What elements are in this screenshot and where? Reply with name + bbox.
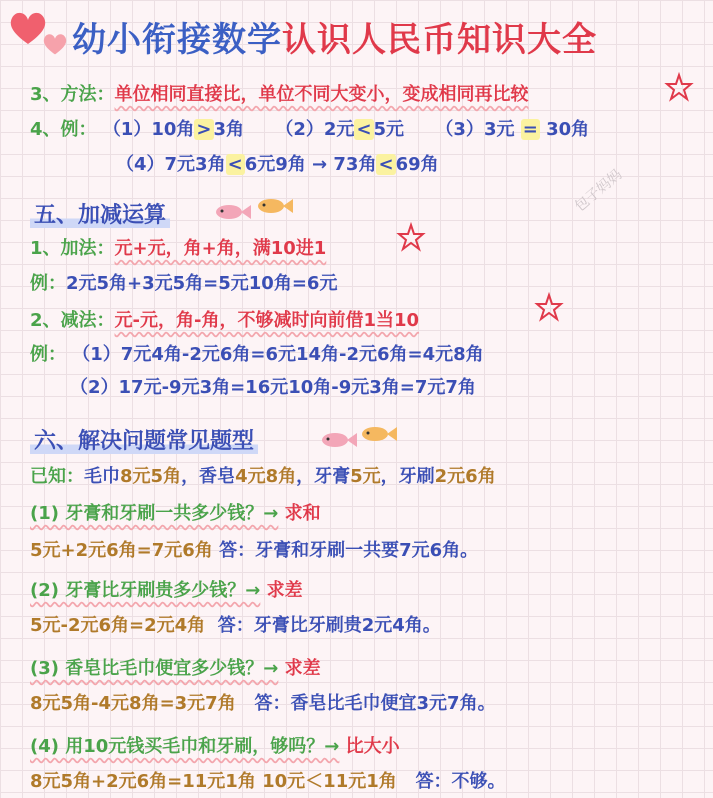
add-example: 2元5角+3元5角=5元10角=6元 — [66, 273, 338, 294]
page-title — [72, 12, 597, 61]
ex4-op2: < — [378, 154, 394, 175]
ex4-op: < — [227, 154, 243, 175]
title-part2: 认识人民币知识大全 — [282, 20, 597, 60]
add-label: 1、加法： — [30, 238, 115, 259]
answer-1 — [30, 536, 478, 562]
fish-icon — [360, 424, 398, 444]
known-part: 8元5角 — [120, 466, 182, 487]
answer-compare: 10元＜11元1角 — [262, 771, 397, 792]
ex3-num: （3） — [435, 119, 484, 140]
ex4-c: 73角 — [333, 154, 377, 175]
example-line-1 — [30, 115, 589, 141]
star-icon — [664, 72, 694, 102]
sub-ex1: （1）7元4角-2元6角=6元14角-2元6角=4元8角 — [72, 344, 484, 365]
section6-heading: 六、解决问题常见题型 — [30, 429, 258, 454]
example-line-2 — [116, 150, 439, 176]
question-4 — [30, 732, 400, 758]
ex4-num: （4） — [116, 154, 165, 175]
ex4-arrow: → — [312, 154, 328, 175]
question-tag: 求和 — [284, 503, 321, 524]
answer-calc: 8元5角+2元6角=11元1角 — [30, 771, 256, 792]
answer-4 — [30, 767, 506, 793]
ex1-op: > — [196, 119, 212, 140]
ex4-d: 69角 — [395, 154, 439, 175]
ex2-a: 2元 — [323, 119, 355, 140]
question-1 — [30, 499, 321, 525]
ex1-a: 10角 — [151, 119, 195, 140]
ex2-b: 5元 — [373, 119, 405, 140]
sub-example-line-1 — [30, 340, 484, 366]
method-label: 3、方法： — [30, 84, 115, 105]
sub-example-line-2 — [70, 373, 476, 399]
answer-text: 答：牙膏和牙刷一共要7元6角。 — [219, 540, 479, 561]
fish-icon — [320, 430, 358, 450]
answer-calc: 5元-2元6角=2元4角 — [30, 615, 206, 636]
answer-2 — [30, 611, 441, 637]
add-example-line — [30, 269, 337, 295]
add-example-label: 例： — [30, 273, 66, 294]
known-part: ，香皂 — [181, 466, 236, 487]
question-tag: 求差 — [284, 658, 321, 679]
title-bar — [0, 0, 713, 72]
watermark: 包子妈妈 — [572, 166, 626, 215]
sub-example-label: 例： — [30, 344, 66, 365]
add-text: 元+元，角+角，满10进1 — [114, 238, 327, 259]
answer-text: 答：香皂比毛巾便宜3元7角。 — [254, 693, 496, 714]
ex1-num: （1） — [102, 119, 152, 140]
add-rule-line — [30, 234, 326, 260]
sub-label: 2、减法： — [30, 310, 115, 331]
answer-3 — [30, 689, 496, 715]
fish-icon — [256, 196, 294, 216]
question-tag: 比大小 — [345, 736, 400, 757]
star-icon — [534, 292, 564, 322]
ex3-b: 30角 — [546, 119, 590, 140]
section5-heading: 五、加减运算 — [30, 203, 170, 228]
ex1-b: 3角 — [213, 119, 245, 140]
sub-rule-line — [30, 306, 419, 332]
ex2-op: < — [356, 119, 372, 140]
answer-calc: 5元+2元6角=7元6角 — [30, 540, 213, 561]
ex2-num: （2） — [275, 119, 324, 140]
question-text: (2) 牙膏比牙刷贵多少钱？→ — [30, 580, 261, 601]
known-part: 毛巾 — [84, 466, 120, 487]
question-3 — [30, 654, 321, 680]
ex3-op: = — [522, 119, 538, 140]
answer-calc: 8元5角-4元8角=3元7角 — [30, 693, 236, 714]
title-part1: 幼小衔接数学 — [72, 20, 282, 60]
known-part: ，牙膏 — [296, 466, 351, 487]
known-line — [30, 462, 496, 488]
known-part: 4元8角 — [235, 466, 297, 487]
question-text: (3) 香皂比毛巾便宜多少钱？→ — [30, 658, 279, 679]
ex4-a: 7元3角 — [164, 154, 226, 175]
known-part: 2元6角 — [434, 466, 496, 487]
answer-text: 答：不够。 — [415, 771, 506, 792]
example-label: 4、例： — [30, 119, 97, 140]
heart-icon — [42, 32, 68, 56]
section5-heading-wrap — [30, 198, 170, 229]
fish-icon — [214, 202, 252, 222]
known-label: 已知： — [30, 466, 84, 487]
known-part: 5元 — [350, 466, 381, 487]
question-2 — [30, 576, 303, 602]
question-text: (1) 牙膏和牙刷一共多少钱？→ — [30, 503, 279, 524]
question-text: (4) 用10元钱买毛巾和牙刷，够吗？→ — [30, 736, 340, 757]
sub-text: 元-元，角-角，不够减时向前借1当10 — [114, 310, 420, 331]
sub-ex2: （2）17元-9元3角=16元10角-9元3角=7元7角 — [70, 377, 476, 398]
section6-heading-wrap — [30, 424, 258, 455]
ex3-a: 3元 — [483, 119, 515, 140]
ex4-b: 6元9角 — [244, 154, 306, 175]
method-text: 单位相同直接比，单位不同大变小，变成相同再比较 — [114, 84, 529, 105]
known-part: ，牙刷 — [380, 466, 435, 487]
method-line — [30, 80, 529, 106]
star-icon — [396, 222, 426, 252]
question-tag: 求差 — [266, 580, 303, 601]
answer-text: 答：牙膏比牙刷贵2元4角。 — [217, 615, 441, 636]
